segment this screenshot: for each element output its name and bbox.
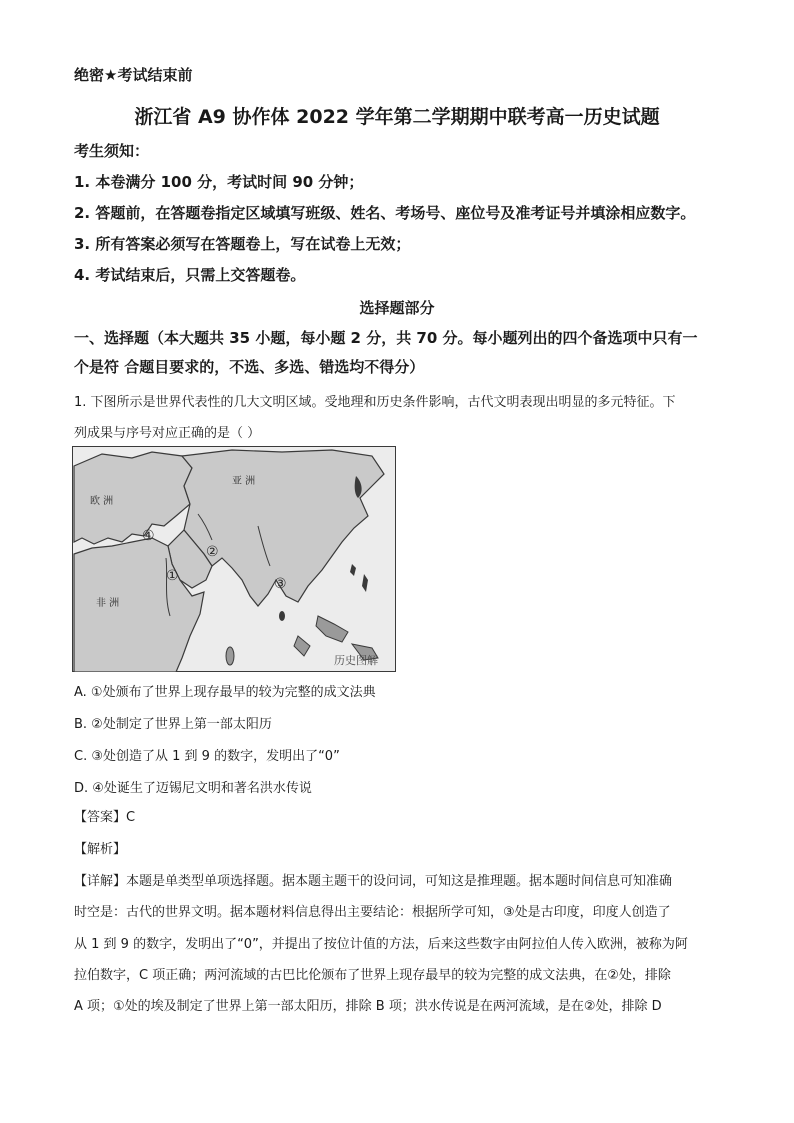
detail-line-4: 拉伯数字，C 项正确；两河流域的古巴比伦颁布了世界上现存最早的较为完整的成文法典，在②处，排除: [74, 968, 671, 983]
marker-2: ②: [206, 544, 219, 560]
section-instruction-line-2: 个是符 合题目要求的，不选、多选、错选均不得分）: [74, 358, 425, 376]
section-instruction-line-1: 一、选择题（本大题共 35 小题，每小题 2 分，共 70 分。每小题列出的四个备选项中只有一: [74, 329, 698, 347]
notice-item-4: 4. 考试结束后，只需上交答题卷。: [74, 266, 306, 284]
analysis-label: 【解析】: [74, 842, 127, 857]
question-stem-line-2: 列成果与序号对应正确的是（ ）: [74, 426, 261, 441]
detail-line-2: 时空是：古代的世界文明。据本题材料信息得出主要结论：根据所学可知，③处是古印度，印度人创造了: [74, 905, 671, 920]
detail-line-1: 【详解】本题是单类型单项选择题。据本题主题干的设问词，可知这是推理题。据本题时间信息可知准确: [74, 874, 673, 889]
notice-item-3: 3. 所有答案必须写在答题卷上，写在试卷上无效；: [74, 235, 411, 253]
detail-line-5: A 项；①处的埃及制定了世界上第一部太阳历，排除 B 项；洪水传说是在两河流域，是在②处，排除 D: [74, 999, 662, 1014]
notice-heading: 考生须知：: [74, 142, 150, 160]
page-title: 浙江省 A9 协作体 2022 学年第二学期期中联考高一历史试题: [134, 106, 660, 128]
map-watermark: 历史图解: [334, 654, 378, 667]
madagascar-island: [226, 647, 234, 665]
civilization-map: [72, 446, 396, 672]
notice-item-2: 2. 答题前，在答题卷指定区域填写班级、姓名、考场号、座位号及准考证号并填涂相应数字。: [74, 204, 696, 222]
marker-4: ④: [142, 528, 155, 544]
section-title: 选择题部分: [359, 299, 435, 317]
option-b: B. ②处制定了世界上第一部太阳历: [74, 717, 272, 732]
marker-1: ①: [166, 568, 179, 584]
option-a: A. ①处颁布了世界上现存最早的较为完整的成文法典: [74, 685, 376, 700]
detail-line-3: 从 1 到 9 的数字，发明出了“0”，并提出了按位计值的方法，后来这些数字由阿拉伯人传入欧洲，被称为阿: [74, 937, 688, 952]
europe-label: 欧 洲: [90, 496, 114, 507]
africa-label: 非 洲: [96, 598, 120, 609]
question-stem-line-1: 1. 下图所示是世界代表性的几大文明区域。受地理和历史条件影响，古代文明表现出明显的多元特征。下: [74, 395, 676, 410]
option-c: C. ③处创造了从 1 到 9 的数字，发明出了“0”: [74, 749, 340, 764]
marker-3: ③: [274, 576, 287, 592]
asia-label: 亚 洲: [232, 476, 256, 487]
confidential-header: 绝密★考试结束前: [74, 66, 193, 84]
answer-line: 【答案】C: [74, 810, 136, 825]
notice-item-1: 1. 本卷满分 100 分，考试时间 90 分钟；: [74, 173, 364, 191]
sri-lanka-island: [279, 611, 285, 621]
option-d: D. ④处诞生了迈锡尼文明和著名洪水传说: [74, 781, 312, 796]
